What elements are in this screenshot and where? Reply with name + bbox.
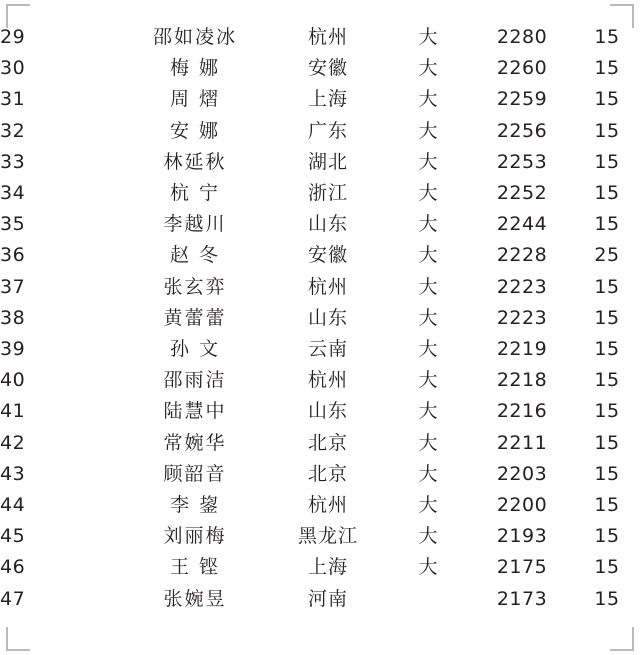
cell-rank: 30 — [0, 57, 26, 80]
cell-province: 广东 — [307, 119, 348, 142]
cell-games: 15 — [594, 494, 620, 517]
cell-score: 2175 — [496, 556, 548, 579]
cell-score: 2256 — [496, 119, 548, 142]
cell-level: 大 — [418, 525, 438, 548]
cell-name: 杭 宁 — [169, 182, 221, 205]
cell-level: 大 — [418, 400, 438, 423]
cell-level: 大 — [418, 338, 438, 361]
cell-level: 大 — [418, 213, 438, 236]
cell-score: 2223 — [496, 275, 548, 298]
cell-province: 湖北 — [307, 150, 348, 173]
cell-games: 15 — [594, 338, 620, 361]
cell-level: 大 — [418, 431, 438, 454]
cell-province: 云南 — [307, 338, 348, 361]
cell-province: 安徽 — [307, 57, 348, 80]
cell-games: 15 — [594, 431, 620, 454]
cell-name: 张玄弈 — [163, 275, 227, 298]
cell-name: 赵 冬 — [169, 244, 221, 267]
cell-name: 刘丽梅 — [163, 525, 227, 548]
cell-score: 2219 — [496, 338, 548, 361]
cell-name: 黄蕾蕾 — [163, 306, 227, 329]
cell-name: 邵如凌冰 — [152, 26, 237, 48]
cell-rank: 44 — [0, 494, 26, 517]
cell-name: 周 熠 — [169, 88, 221, 111]
cell-score: 2259 — [496, 88, 548, 111]
cell-province: 山东 — [307, 400, 348, 423]
cell-rank: 47 — [0, 587, 26, 610]
cell-games: 15 — [594, 587, 620, 610]
crop-mark-bottom-right — [610, 627, 634, 651]
cell-province: 北京 — [307, 462, 348, 485]
cell-rank: 33 — [0, 150, 26, 173]
cell-level: 大 — [418, 150, 438, 173]
cell-province: 山东 — [307, 306, 348, 329]
table-row — [0, 365, 640, 396]
cell-games: 15 — [594, 400, 620, 423]
cell-score: 2260 — [496, 57, 548, 80]
table-row — [0, 459, 640, 490]
cell-name: 梅 娜 — [169, 57, 221, 80]
cell-level: 大 — [418, 306, 438, 329]
cell-rank: 41 — [0, 400, 26, 423]
cell-score: 2244 — [496, 213, 548, 236]
cell-level: 大 — [418, 26, 438, 48]
cell-name: 李越川 — [163, 213, 227, 236]
cell-score: 2203 — [496, 462, 548, 485]
cell-province: 杭州 — [307, 494, 348, 517]
cell-games: 15 — [594, 150, 620, 173]
cell-level: 大 — [418, 462, 438, 485]
cell-rank: 36 — [0, 244, 26, 267]
cell-level: 大 — [418, 494, 438, 517]
table-row — [0, 521, 640, 552]
table-row — [0, 178, 640, 209]
cell-score: 2218 — [496, 369, 548, 392]
ranking-table-container — [0, 22, 640, 615]
cell-games: 15 — [594, 26, 620, 48]
cell-province: 上海 — [307, 556, 348, 579]
cell-province: 北京 — [307, 431, 348, 454]
table-row — [0, 303, 640, 334]
table-row — [0, 334, 640, 365]
cell-name: 常婉华 — [163, 431, 227, 454]
cell-score: 2211 — [496, 431, 548, 454]
cell-rank: 43 — [0, 462, 26, 485]
cell-rank: 42 — [0, 431, 26, 454]
cell-rank: 45 — [0, 525, 26, 548]
cell-name: 王 铿 — [169, 556, 221, 579]
cell-games: 15 — [594, 88, 620, 111]
cell-level: 大 — [418, 369, 438, 392]
cell-rank: 37 — [0, 275, 26, 298]
table-row — [0, 116, 640, 147]
cell-games: 15 — [594, 369, 620, 392]
cell-score: 2173 — [496, 587, 548, 610]
cell-name: 安 娜 — [169, 119, 221, 142]
cell-province: 杭州 — [307, 275, 348, 298]
cell-score: 2193 — [496, 525, 548, 548]
table-row — [0, 240, 640, 271]
cell-name: 邵雨洁 — [163, 369, 227, 392]
cell-name: 李 鋆 — [169, 494, 221, 517]
cell-rank: 40 — [0, 369, 26, 392]
table-row — [0, 396, 640, 427]
cell-rank: 31 — [0, 88, 26, 111]
table-row — [0, 22, 640, 53]
cell-level: 大 — [418, 275, 438, 298]
cell-score: 2253 — [496, 150, 548, 173]
cell-rank: 29 — [0, 26, 26, 48]
cell-province: 山东 — [307, 213, 348, 236]
cell-province: 杭州 — [307, 369, 348, 392]
cell-level: 大 — [418, 119, 438, 142]
table-row — [0, 428, 640, 459]
table-row — [0, 209, 640, 240]
cell-level: 大 — [418, 556, 438, 579]
cell-rank: 39 — [0, 338, 26, 361]
cell-games: 15 — [594, 119, 620, 142]
cell-games: 15 — [594, 306, 620, 329]
table-row — [0, 84, 640, 115]
cell-name: 张婉昱 — [163, 587, 227, 610]
cell-rank: 32 — [0, 119, 26, 142]
cell-games: 15 — [594, 556, 620, 579]
cell-games: 15 — [594, 213, 620, 236]
cell-score: 2216 — [496, 400, 548, 423]
cell-name: 林延秋 — [163, 150, 227, 173]
cell-score: 2200 — [496, 494, 548, 517]
table-row — [0, 584, 640, 615]
cell-score: 2223 — [496, 306, 548, 329]
cell-level: 大 — [418, 88, 438, 111]
table-row — [0, 53, 640, 84]
cell-province: 浙江 — [307, 182, 348, 205]
cell-rank: 35 — [0, 213, 26, 236]
table-row — [0, 272, 640, 303]
cell-name: 顾韶音 — [163, 462, 227, 485]
cell-score: 2252 — [496, 182, 548, 205]
cell-level: 大 — [418, 182, 438, 205]
cell-games: 15 — [594, 462, 620, 485]
cell-name: 陆慧中 — [163, 400, 227, 423]
cell-games: 25 — [594, 244, 620, 267]
cell-games: 15 — [594, 275, 620, 298]
cell-rank: 34 — [0, 182, 26, 205]
table-row — [0, 147, 640, 178]
cell-games: 15 — [594, 525, 620, 548]
cell-province: 黑龙江 — [297, 525, 358, 548]
cell-province: 上海 — [307, 88, 348, 111]
cell-score: 2228 — [496, 244, 548, 267]
cell-province: 河南 — [307, 587, 348, 610]
cell-games: 15 — [594, 182, 620, 205]
cell-province: 杭州 — [307, 26, 348, 48]
ranking-table — [0, 22, 640, 615]
table-row — [0, 490, 640, 521]
cell-level: 大 — [418, 57, 438, 80]
cell-level: 大 — [418, 244, 438, 267]
cell-games: 15 — [594, 57, 620, 80]
cell-score: 2280 — [496, 26, 548, 48]
cell-province: 安徽 — [307, 244, 348, 267]
cell-name: 孙 文 — [169, 338, 221, 361]
cell-rank: 38 — [0, 306, 26, 329]
cell-rank: 46 — [0, 556, 26, 579]
crop-mark-bottom-left — [6, 627, 30, 651]
table-row — [0, 552, 640, 583]
cell-level — [386, 584, 470, 615]
